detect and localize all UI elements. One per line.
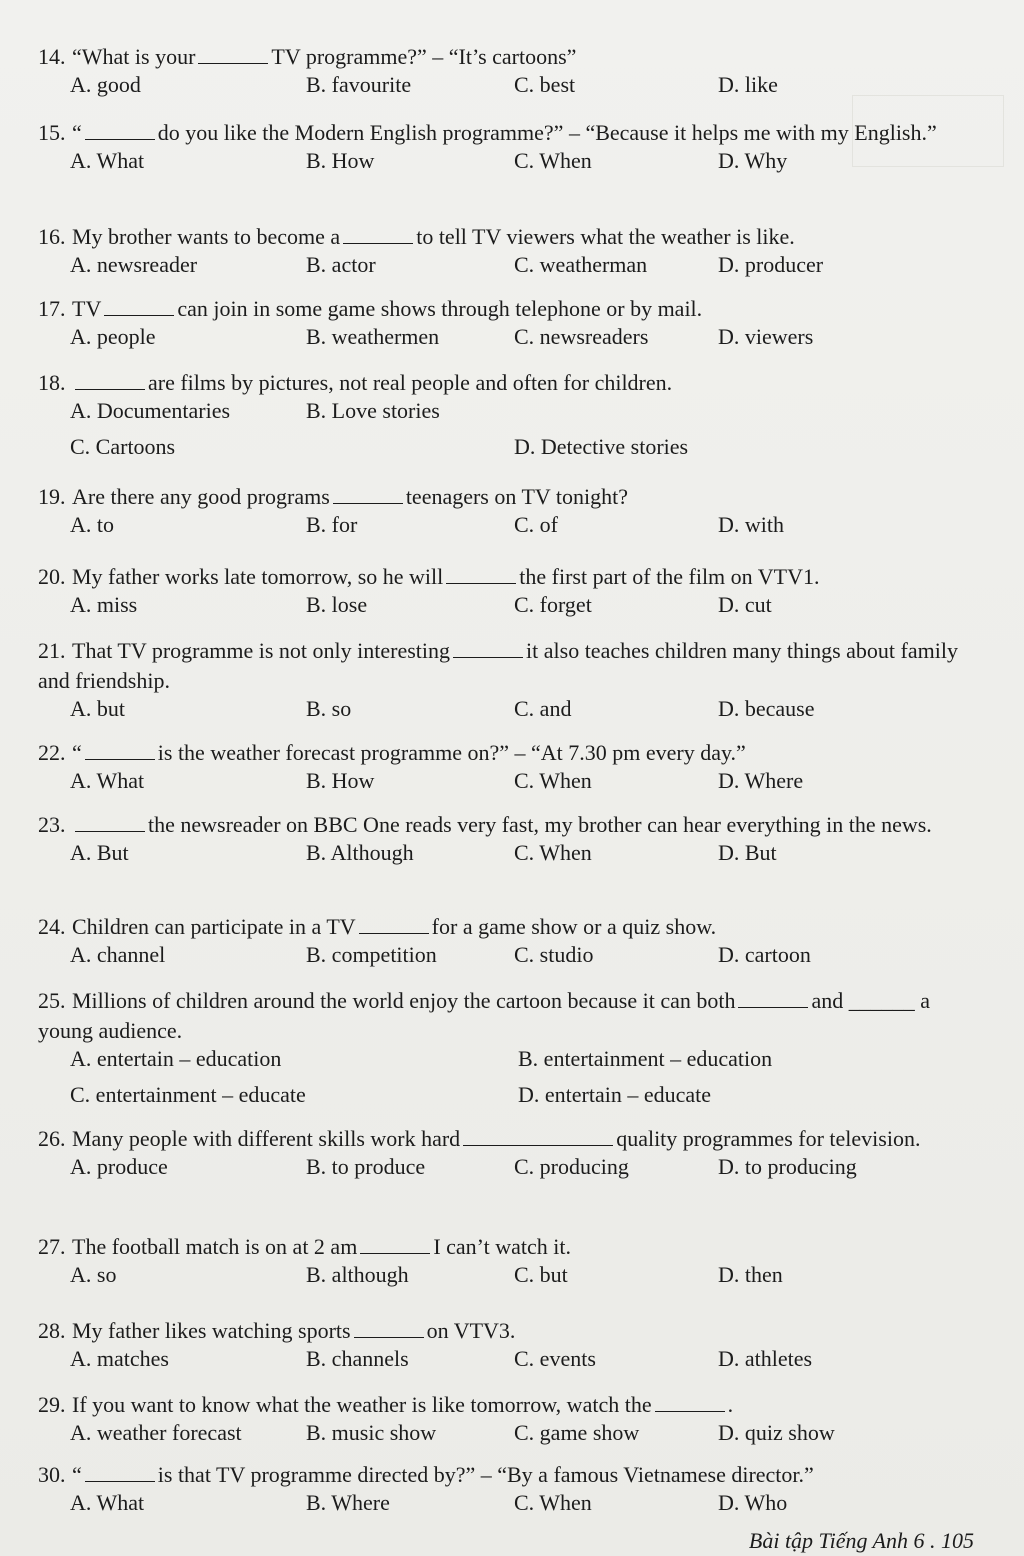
answer-blank bbox=[343, 225, 413, 244]
question-21 bbox=[38, 636, 968, 730]
answer-blank bbox=[75, 813, 145, 832]
option-d: D. Why bbox=[718, 148, 788, 173]
question-24 bbox=[38, 912, 968, 976]
question-stem-pre: My brother wants to become a bbox=[72, 224, 341, 249]
option-b: B. to produce bbox=[306, 1154, 426, 1179]
answer-blank bbox=[453, 639, 523, 658]
question-number: 19. bbox=[38, 484, 66, 509]
option-b: B. music show bbox=[306, 1420, 437, 1445]
option-c: C. producing bbox=[514, 1154, 629, 1179]
option-d: D. like bbox=[718, 72, 778, 97]
option-b: B. How bbox=[306, 148, 375, 173]
question-stem-pre: “What is your bbox=[72, 44, 196, 69]
option-d: D. with bbox=[718, 512, 784, 537]
answer-blank bbox=[354, 1319, 424, 1338]
option-d: D. Where bbox=[718, 768, 804, 793]
option-c: C. weatherman bbox=[514, 252, 648, 277]
question-27 bbox=[38, 1232, 968, 1296]
question-29 bbox=[38, 1390, 968, 1454]
option-d: D. cartoon bbox=[718, 942, 811, 967]
answer-blank bbox=[85, 741, 155, 760]
option-a: A. to bbox=[70, 512, 114, 537]
question-stem-pre: The football match is on at 2 am bbox=[72, 1234, 358, 1259]
question-stem-pre: If you want to know what the weather is like tomorrow, watch the bbox=[72, 1392, 652, 1417]
option-a: A. What bbox=[70, 148, 145, 173]
question-stem-post: I can’t watch it. bbox=[433, 1234, 571, 1259]
option-b: B. competition bbox=[306, 942, 437, 967]
answer-blank bbox=[104, 297, 174, 316]
answer-blank bbox=[359, 915, 429, 934]
option-d: D. Who bbox=[718, 1490, 788, 1515]
option-a: A. so bbox=[70, 1262, 117, 1287]
question-number: 21. bbox=[38, 638, 66, 663]
question-number: 25. bbox=[38, 988, 66, 1013]
question-25 bbox=[38, 986, 968, 1118]
question-stem-pre: Millions of children around the world enjoy the cartoon because it can both bbox=[72, 988, 736, 1013]
question-stem-post: is the weather forecast programme on?” – “At 7.30 pm every day.” bbox=[157, 740, 746, 765]
question-17 bbox=[38, 294, 968, 358]
option-b: B. Where bbox=[306, 1490, 390, 1515]
option-c: C. When bbox=[514, 148, 592, 173]
option-b: B. channels bbox=[306, 1346, 409, 1371]
question-number: 15. bbox=[38, 120, 66, 145]
question-stem-post: and ______ a young audience. bbox=[38, 988, 931, 1043]
question-number: 18. bbox=[38, 370, 66, 395]
question-26 bbox=[38, 1124, 968, 1188]
question-stem-post: it also teaches children many things about family and friendship. bbox=[38, 638, 958, 693]
question-number: 23. bbox=[38, 812, 66, 837]
question-number: 29. bbox=[38, 1392, 66, 1417]
option-b: B. for bbox=[306, 512, 358, 537]
question-14 bbox=[38, 42, 968, 106]
question-number: 22. bbox=[38, 740, 66, 765]
option-a: A. But bbox=[70, 840, 129, 865]
question-stem-pre: “ bbox=[72, 120, 82, 145]
question-20 bbox=[38, 562, 968, 626]
option-c: C. and bbox=[514, 696, 572, 721]
option-d: D. to producing bbox=[718, 1154, 857, 1179]
option-c: C. When bbox=[514, 1490, 592, 1515]
question-number: 14. bbox=[38, 44, 66, 69]
option-d: D. athletes bbox=[718, 1346, 813, 1371]
answer-blank bbox=[360, 1235, 430, 1254]
answer-blank bbox=[333, 485, 403, 504]
question-19 bbox=[38, 482, 968, 546]
question-28 bbox=[38, 1316, 968, 1380]
option-d: D. producer bbox=[718, 252, 824, 277]
option-d: D. Detective stories bbox=[514, 434, 689, 459]
page-footer: Bài tập Tiếng Anh 6 . 105 bbox=[748, 1528, 974, 1553]
question-stem-post: for a game show or a quiz show. bbox=[431, 914, 717, 939]
answer-blank bbox=[85, 121, 155, 140]
question-stem-pre: Children can participate in a TV bbox=[72, 914, 356, 939]
option-a: A. but bbox=[70, 696, 125, 721]
option-d: D. then bbox=[718, 1262, 783, 1287]
option-c: C. events bbox=[514, 1346, 596, 1371]
option-c: C. best bbox=[514, 72, 576, 97]
question-stem-pre: “ bbox=[72, 1462, 82, 1487]
option-d: D. entertain – educate bbox=[518, 1082, 712, 1107]
question-number: 26. bbox=[38, 1126, 66, 1151]
option-c: C. but bbox=[514, 1262, 568, 1287]
question-stem-post: the first part of the film on VTV1. bbox=[519, 564, 820, 589]
question-stem-post: are films by pictures, not real people and often for children. bbox=[148, 370, 673, 395]
option-a: A. Documentaries bbox=[70, 398, 231, 423]
option-b: B. actor bbox=[306, 252, 376, 277]
question-stem-pre: That TV programme is not only interesting bbox=[72, 638, 451, 663]
question-30 bbox=[38, 1460, 968, 1524]
question-stem-post: to tell TV viewers what the weather is like. bbox=[416, 224, 795, 249]
answer-blank bbox=[198, 45, 268, 64]
option-d: D. because bbox=[718, 696, 815, 721]
option-a: A. entertain – education bbox=[70, 1046, 282, 1071]
question-stem-pre: Many people with different skills work hard bbox=[72, 1126, 461, 1151]
question-stem-post: can join in some game shows through telephone or by mail. bbox=[177, 296, 703, 321]
question-stem-post: the newsreader on BBC One reads very fast, my brother can hear everything in the news. bbox=[148, 812, 932, 837]
option-b: B. so bbox=[306, 696, 352, 721]
answer-blank bbox=[446, 565, 516, 584]
option-a: A. produce bbox=[70, 1154, 168, 1179]
question-stem-post: teenagers on TV tonight? bbox=[405, 484, 629, 509]
question-stem-post: do you like the Modern English programme?” – “Because it helps me with my English.” bbox=[157, 120, 937, 145]
option-c: C. When bbox=[514, 840, 592, 865]
question-18 bbox=[38, 368, 968, 470]
option-d: D. viewers bbox=[718, 324, 814, 349]
option-b: B. How bbox=[306, 768, 375, 793]
answer-blank bbox=[85, 1463, 155, 1482]
question-number: 30. bbox=[38, 1462, 66, 1487]
option-c: C. studio bbox=[514, 942, 594, 967]
question-stem-post: TV programme?” – “It’s cartoons” bbox=[271, 44, 577, 69]
option-a: A. people bbox=[70, 324, 156, 349]
option-b: B. although bbox=[306, 1262, 409, 1287]
option-b: B. entertainment – education bbox=[518, 1046, 773, 1071]
question-stem-pre: TV bbox=[72, 296, 102, 321]
question-stem-post: on VTV3. bbox=[426, 1318, 516, 1343]
option-b: B. lose bbox=[306, 592, 368, 617]
question-number: 16. bbox=[38, 224, 66, 249]
question-23 bbox=[38, 810, 968, 874]
question-number: 28. bbox=[38, 1318, 66, 1343]
option-b: B. favourite bbox=[306, 72, 412, 97]
question-15 bbox=[38, 118, 968, 182]
option-c: C. newsreaders bbox=[514, 324, 649, 349]
option-d: D. cut bbox=[718, 592, 772, 617]
option-c: C. of bbox=[514, 512, 558, 537]
option-c: C. When bbox=[514, 768, 592, 793]
option-b: B. Although bbox=[306, 840, 414, 865]
option-a: A. channel bbox=[70, 942, 166, 967]
question-stem-post: quality programmes for television. bbox=[616, 1126, 921, 1151]
option-a: A. matches bbox=[70, 1346, 169, 1371]
option-a: A. miss bbox=[70, 592, 138, 617]
option-d: D. quiz show bbox=[718, 1420, 835, 1445]
question-stem-pre: “ bbox=[72, 740, 82, 765]
question-number: 24. bbox=[38, 914, 66, 939]
question-number: 27. bbox=[38, 1234, 66, 1259]
option-b: B. weathermen bbox=[306, 324, 440, 349]
option-a: A. newsreader bbox=[70, 252, 198, 277]
answer-blank bbox=[75, 371, 145, 390]
question-22 bbox=[38, 738, 968, 802]
question-16 bbox=[38, 222, 968, 286]
question-number: 17. bbox=[38, 296, 66, 321]
answer-blank bbox=[738, 989, 808, 1008]
option-b: B. Love stories bbox=[306, 398, 440, 423]
option-d: D. But bbox=[718, 840, 777, 865]
option-c: C. Cartoons bbox=[70, 434, 176, 459]
option-c: C. game show bbox=[514, 1420, 640, 1445]
option-a: A. weather forecast bbox=[70, 1420, 242, 1445]
question-number: 20. bbox=[38, 564, 66, 589]
question-stem-pre: Are there any good programs bbox=[72, 484, 330, 509]
answer-blank bbox=[463, 1127, 613, 1146]
question-stem-pre: My father likes watching sports bbox=[72, 1318, 351, 1343]
question-stem-post: . bbox=[727, 1392, 734, 1417]
question-stem-post: is that TV programme directed by?” – “By a famous Vietnamese director.” bbox=[157, 1462, 814, 1487]
question-stem-pre: My father works late tomorrow, so he will bbox=[72, 564, 444, 589]
option-c: C. forget bbox=[514, 592, 592, 617]
option-a: A. What bbox=[70, 1490, 145, 1515]
option-a: A. What bbox=[70, 768, 145, 793]
answer-blank bbox=[655, 1393, 725, 1412]
option-c: C. entertainment – educate bbox=[70, 1082, 306, 1107]
option-a: A. good bbox=[70, 72, 141, 97]
